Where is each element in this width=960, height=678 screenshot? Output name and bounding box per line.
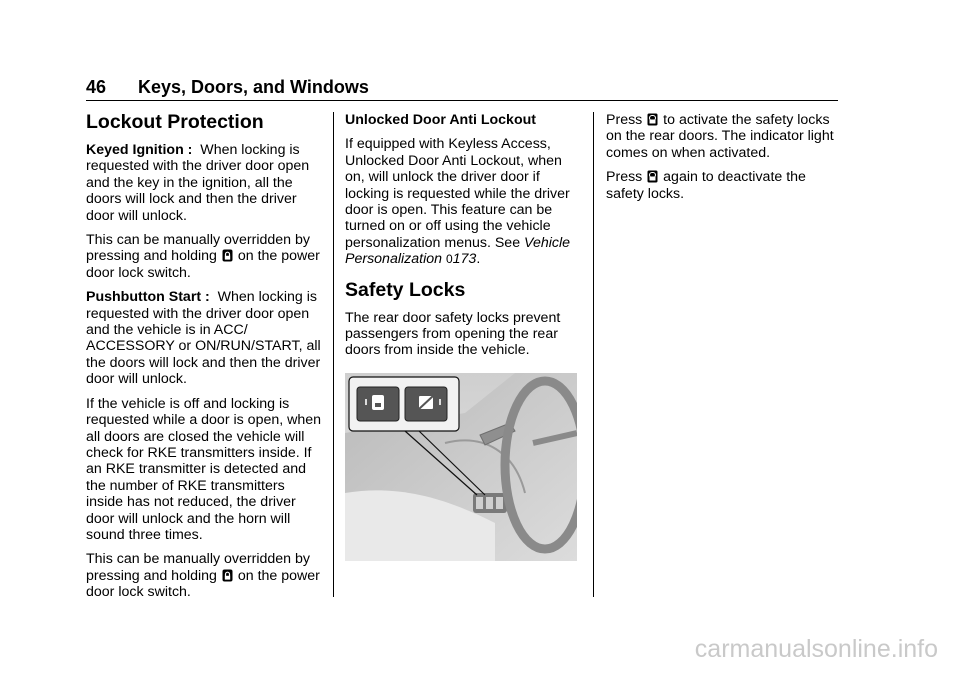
- activate-paragraph: [606, 112, 842, 161]
- deactivate-text: again to deactivate the safety locks.: [606, 169, 806, 202]
- anti-lockout-subheading: Unlocked Door Anti Lockout: [345, 112, 537, 128]
- door-panel-drawing: [345, 373, 577, 561]
- override-text: This can be manually overridden by pressing and holding: [86, 551, 310, 584]
- pushbutton-start-text: When locking is requested with the driver door open and the vehicle is in ACC/ ACCESSORY or ON/RUN/START, all the doors will lock and then the driver door will unlock.: [86, 289, 321, 388]
- safety-lock-disable-icon: [419, 396, 433, 409]
- override-text: on the power door lock switch.: [86, 567, 320, 601]
- door-panel-illustration: [345, 373, 577, 561]
- lock-icon: [222, 569, 233, 582]
- page-header: [86, 70, 838, 98]
- keyed-ignition-text: When locking is requested with the driver door open and the key in the ignition, all the doors will lock and then the driver door will unlock.: [86, 142, 310, 224]
- section-title: Keys, Doors, and Windows: [138, 77, 369, 97]
- keyed-ignition-paragraph: [86, 142, 322, 224]
- safety-locks-heading: Safety Locks: [345, 278, 466, 301]
- header-rule: [86, 100, 838, 101]
- override-text: This can be manually overridden by pressing and holding: [86, 232, 310, 265]
- column-2: [345, 112, 581, 561]
- safety-locks-paragraph: The rear door safety locks prevent passengers from opening the rear doors from inside the vehicle.: [345, 309, 561, 359]
- watermark: carmanualsonline.info: [694, 635, 938, 663]
- deactivate-paragraph: [606, 169, 842, 202]
- keyed-ignition-label: Keyed Ignition :: [86, 142, 193, 158]
- lock-icon: [222, 249, 233, 262]
- override-paragraph-2: [86, 551, 322, 600]
- period: .: [476, 251, 481, 268]
- column-divider: [333, 112, 334, 597]
- anti-lockout-paragraph: [345, 136, 581, 267]
- press-text: Press: [606, 169, 643, 186]
- column-1: [86, 108, 322, 609]
- activate-text: to activate the safety locks on the rear doors. The indicator light comes on when activated.: [606, 112, 834, 161]
- column-3: [606, 112, 842, 210]
- lockout-protection-heading: Lockout Protection: [86, 111, 264, 133]
- page-ref-number[interactable]: 173: [452, 251, 477, 268]
- pushbutton-start-label: Pushbutton Start :: [86, 289, 210, 306]
- safety-lock-icon: [647, 170, 658, 183]
- safety-lock-icon: [647, 113, 658, 126]
- column-divider: [593, 112, 594, 597]
- override-text: on the power door lock switch.: [86, 248, 320, 281]
- anti-lockout-text: If equipped with Keyless Access, Unlocked Door Anti Lockout, when on, will unlock the driver door if locking is requested while the driver door is open. This feature can be turned on or off using the vehicle personalization menus. See: [345, 136, 570, 251]
- cross-reference-link[interactable]: Vehicle Personalization: [345, 234, 571, 268]
- override-paragraph-1: [86, 232, 322, 281]
- press-text: Press: [606, 112, 643, 128]
- page-ref-arrow: 0: [445, 252, 453, 267]
- page-number: 46: [86, 77, 107, 97]
- safety-lock-button-icon: [372, 395, 384, 410]
- vehicle-off-paragraph: If the vehicle is off and locking is requested while a door is open, when all doors are closed the vehicle will check for RKE transmitters inside. If an RKE transmitter is detected and the number of RKE transmitters inside has not reduced, the driver door will unlock and the horn will sound three times.: [86, 395, 322, 543]
- pushbutton-start-paragraph: [86, 289, 322, 387]
